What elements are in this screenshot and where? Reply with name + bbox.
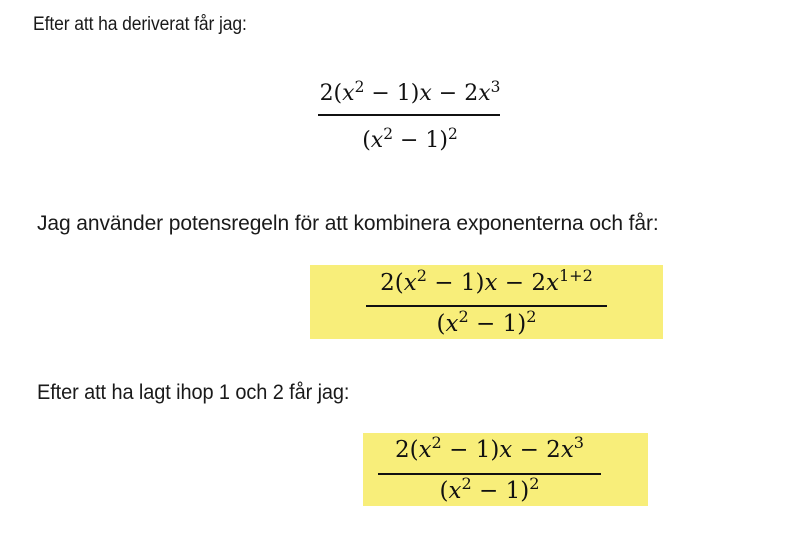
den-term: − 1) (468, 311, 527, 337)
num-var: x (478, 81, 491, 106)
fraction-bar (318, 114, 500, 116)
num-var: x (403, 270, 417, 296)
equation-numerator (310, 266, 663, 296)
den-paren: ( (439, 478, 449, 504)
equation-denominator (363, 474, 616, 504)
text-line-combine: Efter att ha lagt ihop 1 och 2 får jag: (37, 381, 350, 404)
num-exponent: 2 (354, 77, 365, 96)
num-term: − 1) (441, 437, 500, 463)
num-exponent: 3 (573, 433, 585, 453)
den-paren: ( (436, 311, 446, 337)
den-var: x (445, 311, 459, 337)
num-exponent: 3 (490, 77, 501, 96)
equation-denominator (310, 307, 663, 337)
num-var: x (418, 437, 432, 463)
num-var: x (419, 81, 432, 106)
num-exponent: 2 (416, 266, 427, 286)
equation-numerator (310, 77, 510, 106)
den-exponent: 2 (458, 307, 469, 327)
num-term: − 2 (431, 81, 479, 106)
text-line-derivative: Efter att ha deriverat får jag: (33, 14, 247, 35)
num-var: x (560, 437, 574, 463)
num-var: x (499, 437, 513, 463)
den-exponent: 2 (461, 474, 472, 494)
den-outer-exponent: 2 (526, 307, 537, 327)
den-paren: ( (362, 128, 371, 153)
den-term: − 1) (393, 128, 448, 153)
den-var: x (370, 128, 384, 153)
equation-derivative (310, 79, 510, 155)
den-var: x (448, 478, 462, 504)
num-coef: 2( (394, 437, 419, 463)
den-term: − 1) (471, 478, 530, 504)
num-var: x (484, 270, 498, 296)
num-var: x (342, 81, 355, 106)
text-line-power-rule: Jag använder potensregeln för att kombinera exponenterna och får: (37, 212, 659, 235)
num-coef: 2( (380, 270, 404, 296)
den-exponent: 2 (383, 124, 393, 143)
num-term: − 1) (364, 81, 420, 106)
fraction-bar (366, 305, 607, 307)
equation-power-rule-highlighted (310, 265, 663, 339)
num-exponent: 2 (431, 433, 442, 453)
equation-numerator (363, 433, 616, 463)
num-exponent: 1+2 (558, 266, 593, 286)
equation-combined-highlighted (363, 433, 648, 506)
equation-denominator (310, 124, 510, 153)
fraction-bar (378, 473, 601, 475)
num-term: − 2 (497, 270, 546, 296)
den-outer-exponent: 2 (529, 474, 540, 494)
num-coef: 2( (319, 81, 343, 106)
den-outer-exponent: 2 (448, 124, 458, 143)
num-term: − 1) (426, 270, 485, 296)
num-term: − 2 (512, 437, 561, 463)
num-var: x (545, 270, 559, 296)
